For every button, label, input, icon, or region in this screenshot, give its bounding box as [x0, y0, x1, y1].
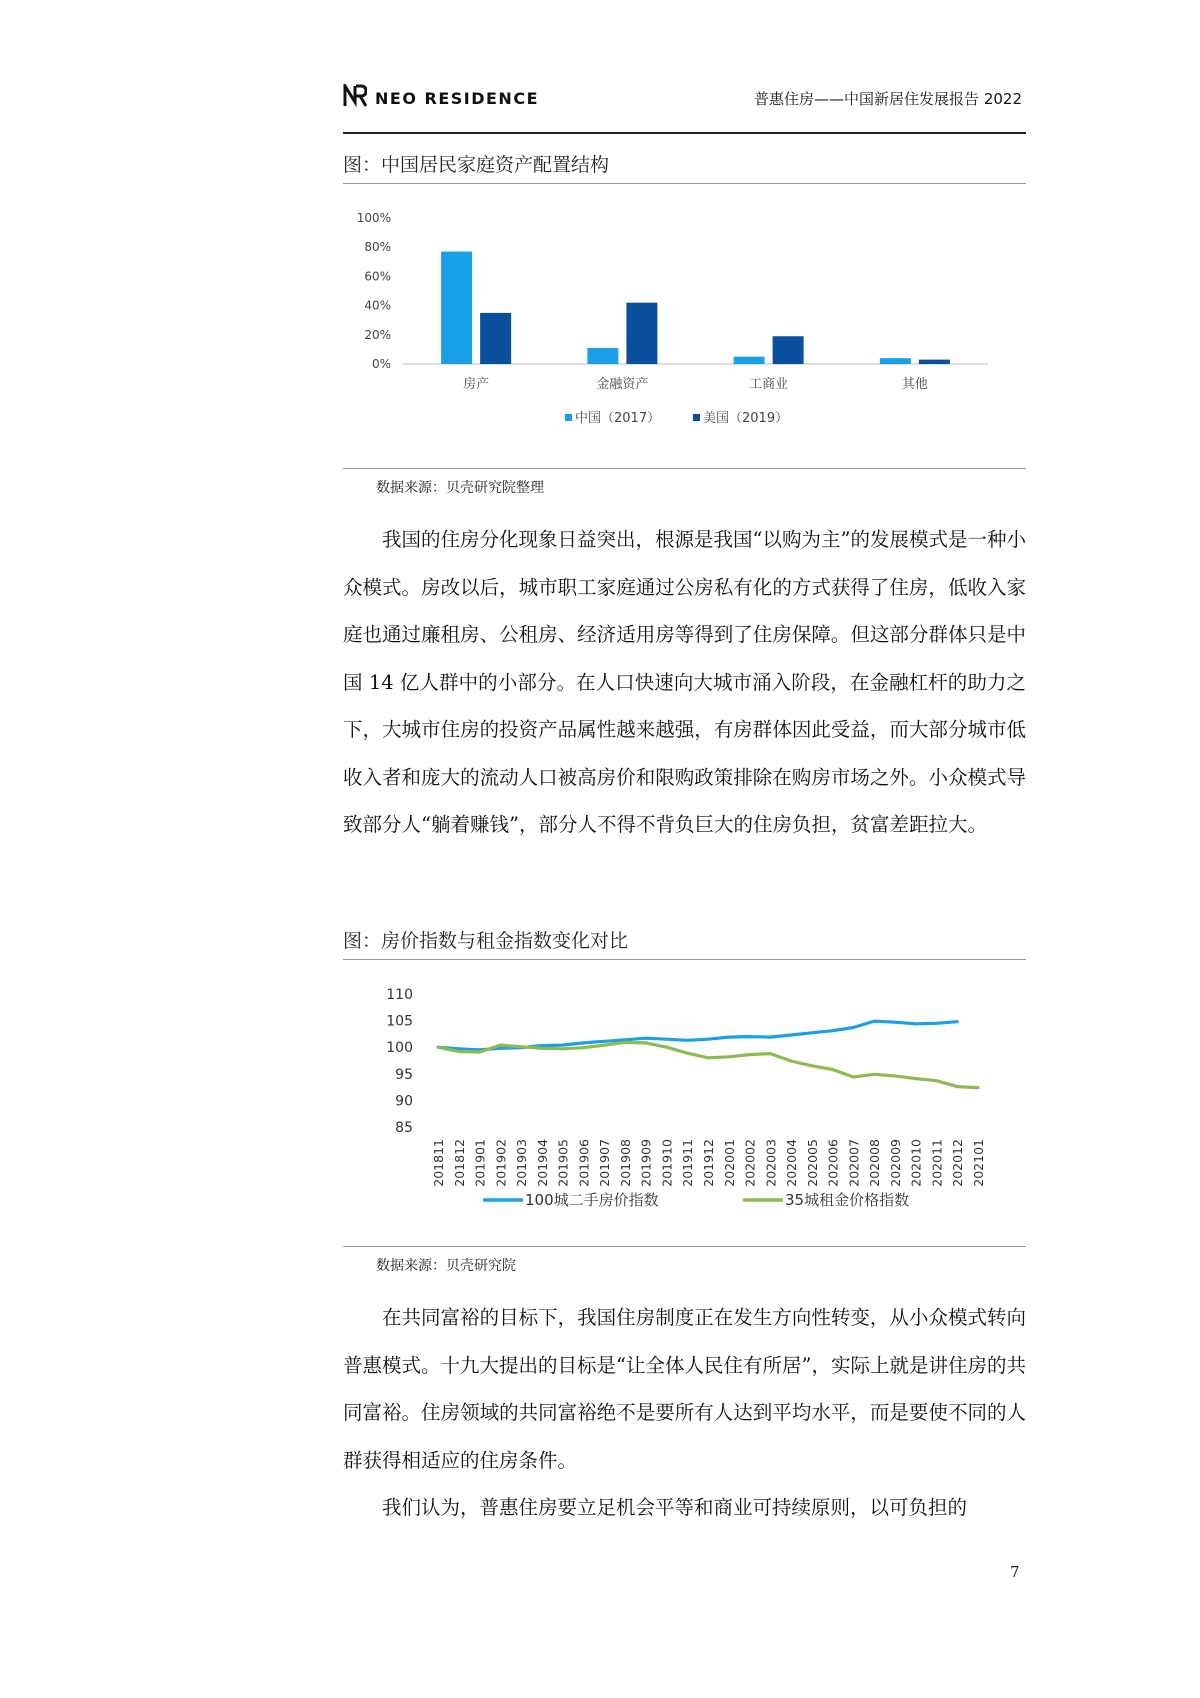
y-tick-label: 60% [364, 269, 391, 284]
y-tick-label: 100 [386, 1040, 413, 1057]
bar-usa-0 [480, 313, 511, 364]
paragraph-3: 我们认为，普惠住房要立足机会平等和商业可持续原则，以可负担的 [382, 1496, 968, 1519]
y-tick-label: 105 [386, 1013, 413, 1030]
price-rent-index-line-chart [343, 972, 1026, 1217]
legend-swatch-1 [693, 414, 700, 421]
x-tick-label: 202002 [742, 1139, 758, 1187]
x-tick-label: 201912 [701, 1139, 716, 1187]
report-title: 普惠住房——中国新居住发展报告 2022 [754, 90, 1022, 108]
legend-label-1: 美国（2019） [703, 411, 789, 426]
y-tick-label: 95 [395, 1066, 413, 1083]
x-tick-label: 201911 [680, 1139, 696, 1187]
figure1-source [343, 468, 1026, 497]
figure2-title: 图：房价指数与租金指数变化对比 [343, 926, 1026, 960]
x-tick-label: 201904 [534, 1139, 550, 1187]
bar-china-0 [441, 252, 472, 364]
y-tick-label: 0% [371, 357, 391, 371]
page-number: 7 [1010, 1563, 1020, 1581]
x-tick-label: 202001 [721, 1139, 737, 1187]
x-tick-label: 202004 [784, 1139, 800, 1187]
y-tick-label: 110 [386, 987, 413, 1003]
figure1-source-text: 数据来源：贝壳研究院整理 [376, 480, 544, 496]
x-tick-label: 201907 [597, 1139, 613, 1187]
x-tick-label: 202003 [763, 1139, 779, 1187]
figure2-source [343, 1246, 1026, 1275]
paragraph-1: 我国的住房分化现象日益突出，根源是我国“以购为主”的发展模式是一种小众模式。房改以后，城市职工家庭通过公房私有化的方式获得了住房，低收入家庭也通过廉租房、公租房、经济适用房等得到了住房保障。但这部分群体只是中国 14 亿人群中的小部分。在人口快速向大城市涌入阶段，在金融杠杆的助力之下，大城市住房的投资产品属性越来越强，有房群体因此受益，而大部分城市低收入者和庞大的流动人口被高房价和限购政策排除在购房市场之外。小众模式导致部分人“躺着赚钱”，部分人不得不背负巨大的住房负担，贫富差距拉大。 [343, 528, 1026, 836]
figure1-title: 图：中国居民家庭资产配置结构 [343, 150, 1026, 184]
x-tick-label: 202005 [804, 1139, 820, 1187]
asset-allocation-bar-chart [343, 200, 1026, 450]
x-tick-label: 202007 [846, 1139, 862, 1187]
x-tick-label: 201812 [451, 1139, 467, 1187]
x-tick-label: 202006 [825, 1139, 841, 1187]
x-category-label: 金融资产 [596, 377, 649, 392]
bar-usa-1 [626, 303, 657, 364]
bar-china-3 [880, 358, 911, 364]
y-tick-label: 100% [356, 211, 391, 225]
figure2-source-text: 数据来源：贝壳研究院 [376, 1258, 516, 1274]
legend-swatch-0 [565, 414, 572, 421]
logo-text: NEO RESIDENCE [375, 89, 539, 108]
x-category-label: 房产 [463, 377, 490, 392]
legend-label-1: 35城租金价格指数 [785, 1191, 910, 1209]
x-category-label: 工商业 [749, 377, 789, 392]
x-category-label: 其他 [901, 377, 928, 392]
x-tick-label: 201902 [493, 1139, 509, 1187]
y-tick-label: 80% [364, 240, 391, 255]
logo [343, 84, 539, 108]
x-tick-label: 201909 [638, 1139, 654, 1187]
x-tick-label: 201908 [617, 1139, 633, 1187]
x-tick-label: 201901 [472, 1139, 488, 1187]
legend-label-0: 中国（2017） [575, 411, 661, 426]
x-tick-label: 202101 [971, 1139, 986, 1187]
x-tick-label: 201811 [431, 1139, 446, 1187]
x-tick-label: 202010 [908, 1139, 924, 1187]
y-tick-label: 40% [364, 298, 391, 313]
y-tick-label: 20% [364, 327, 391, 342]
page-header [343, 84, 1026, 134]
bar-china-1 [587, 348, 618, 364]
bar-usa-3 [919, 360, 950, 364]
x-tick-label: 202009 [887, 1139, 903, 1187]
logo-icon [343, 84, 367, 108]
y-tick-label: 90 [395, 1093, 413, 1110]
x-tick-label: 202011 [929, 1139, 945, 1187]
bar-china-2 [734, 357, 765, 364]
legend-label-0: 100城二手房价指数 [525, 1191, 659, 1209]
x-tick-label: 202008 [867, 1139, 883, 1187]
x-tick-label: 201905 [555, 1139, 571, 1187]
x-tick-label: 201903 [514, 1139, 530, 1187]
x-tick-label: 202012 [950, 1139, 966, 1187]
y-tick-label: 85 [395, 1120, 413, 1136]
paragraph-2: 在共同富裕的目标下，我国住房制度正在发生方向性转变，从小众模式转向普惠模式。十九大提出的目标是“让全体人民住有所居”，实际上就是讲住房的共同富裕。住房领域的共同富裕绝不是要所有人达到平均水平，而是要使不同的人群获得相适应的住房条件。 [343, 1306, 1026, 1472]
bar-usa-2 [773, 336, 804, 364]
x-tick-label: 201910 [659, 1139, 675, 1187]
x-tick-label: 201906 [576, 1139, 592, 1187]
